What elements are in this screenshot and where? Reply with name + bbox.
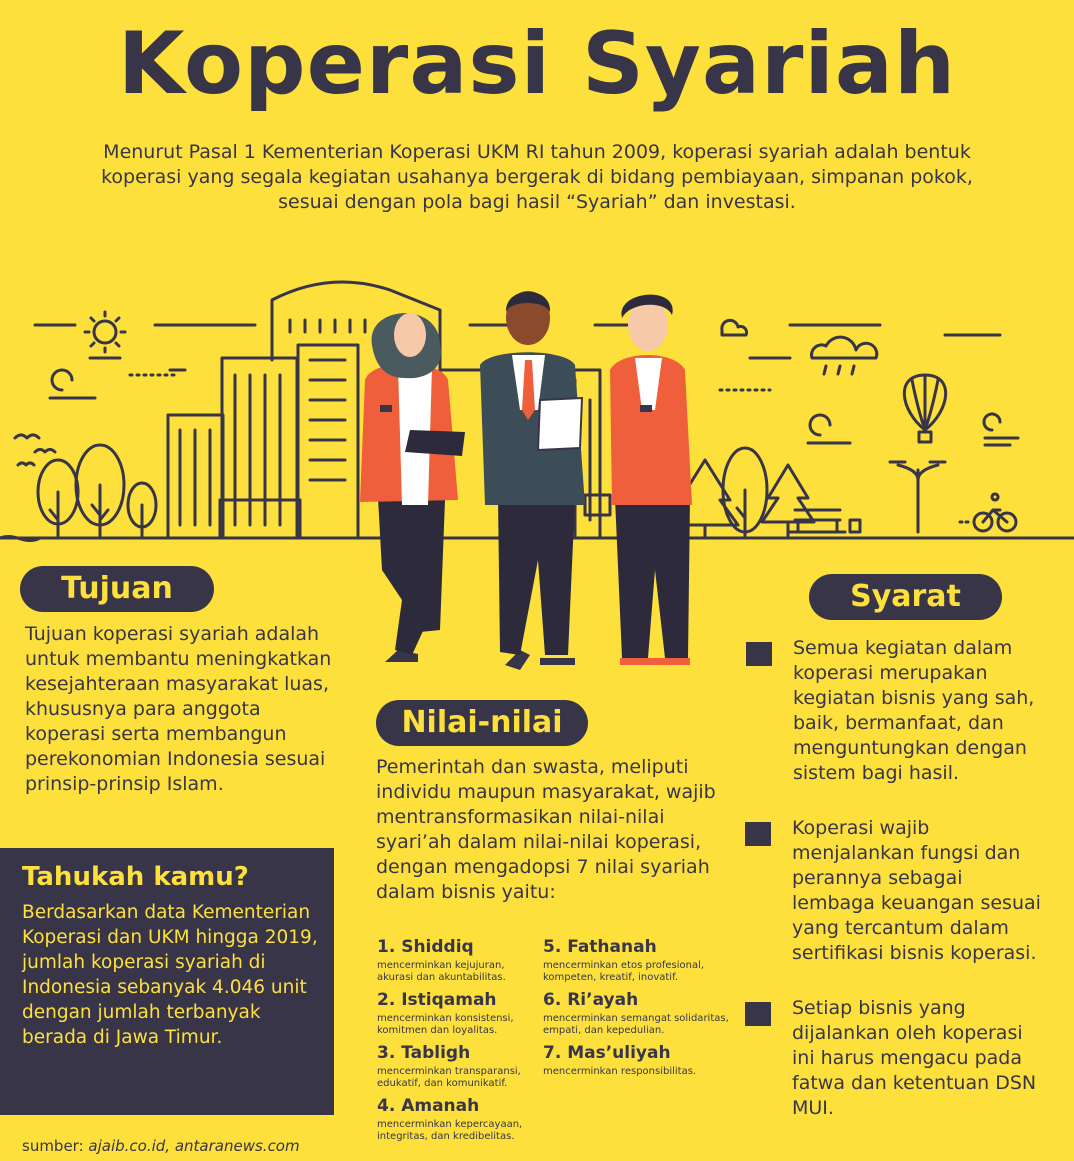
nilai-item-desc: mencerminkan kejujuran, akurasi dan akuntabilitas. xyxy=(377,960,506,983)
nilai-item-name: 2. Istiqamah xyxy=(377,990,497,1010)
bullet-square xyxy=(745,822,771,846)
source-sites: ajaib.co.id, antaranews.com xyxy=(88,1137,300,1155)
nilai-heading: Nilai-nilai xyxy=(376,700,588,746)
wind-icon xyxy=(50,370,95,398)
tree-icon xyxy=(672,448,814,538)
woman-hijab-figure xyxy=(360,313,465,662)
street-lamp-icon xyxy=(890,462,945,532)
nilai-item-desc: mencerminkan konsistensi, komitmen dan loyalitas. xyxy=(377,1013,514,1036)
nilai-item xyxy=(543,990,738,1037)
bicycle-icon xyxy=(960,494,1016,531)
nilai-item xyxy=(377,1096,542,1143)
page-title: Koperasi Syariah xyxy=(117,14,957,114)
tujuan-heading: Tujuan xyxy=(20,566,214,612)
young-man-figure xyxy=(610,295,692,665)
nilai-intro: Pemerintah dan swasta, meliputi individu maupun masyarakat, wajib mentransformasikan nilai-nilai syari’ah dalam nilai-nilai koperasi, dengan mengadopsi 7 nilai syariah dalam bisnis yaitu: xyxy=(376,756,716,903)
syarat-heading: Syarat xyxy=(809,574,1002,620)
nilai-item-desc: mencerminkan transparansi, edukatif, dan komunikatif. xyxy=(377,1066,521,1089)
syarat-item: Semua kegiatan dalam koperasi merupakan kegiatan bisnis yang sah, baik, bermanfaat, dan menguntungkan dengan sistem bagi hasil. xyxy=(793,637,1035,784)
wind-icon xyxy=(808,415,850,443)
tree-icon xyxy=(38,445,156,538)
nilai-item-name: 6. Ri’ayah xyxy=(543,990,639,1010)
rain-cloud-icon xyxy=(812,337,877,374)
nilai-item xyxy=(377,937,542,984)
source-label: sumber: xyxy=(22,1137,84,1155)
nilai-item-name: 3. Tabligh xyxy=(377,1043,471,1063)
nilai-item-desc: mencerminkan kepercayaan, integritas, dan kredibelitas. xyxy=(377,1119,523,1142)
bird-icon xyxy=(15,435,55,465)
syarat-item: Setiap bisnis yang dijalankan oleh koperasi ini harus mengacu pada fatwa dan ketentuan DSN MUI. xyxy=(792,997,1037,1119)
nilai-item-desc: mencerminkan semangat solidaritas, empati, dan kepedulian. xyxy=(543,1013,729,1036)
nilai-item xyxy=(377,1043,542,1090)
cloud-icon xyxy=(722,320,747,335)
bullet-square xyxy=(746,642,772,666)
nilai-item xyxy=(543,937,738,984)
nilai-item-name: 7. Mas’uliyah xyxy=(543,1043,671,1063)
bench-icon xyxy=(790,510,860,532)
nilai-item-name: 4. Amanah xyxy=(377,1096,480,1116)
nilai-item-desc: mencerminkan etos profesional, kompeten, kreatif, inovatif. xyxy=(543,960,705,983)
intro-paragraph: Menurut Pasal 1 Kementerian Koperasi UKM RI tahun 2009, koperasi syariah adalah bentuk koperasi yang segala kegiatan usahanya bergerak di bidang pembiayaan, simpanan pokok, sesuai dengan pola bagi hasil “Syariah” dan investasi. xyxy=(101,141,973,213)
nilai-item-name: 1. Shiddiq xyxy=(377,937,474,957)
source-line xyxy=(22,1137,300,1155)
sun-icon xyxy=(85,312,125,352)
nilai-item-name: 5. Fathanah xyxy=(543,937,657,957)
nilai-item xyxy=(377,990,542,1037)
hot-air-balloon-icon xyxy=(904,375,945,442)
bullet-square xyxy=(745,1002,771,1026)
wind-icon xyxy=(984,414,1018,438)
fact-heading: Tahukah kamu? xyxy=(22,862,249,892)
syarat-item: Koperasi wajib menjalankan fungsi dan perannya sebagai lembaga keuangan sesuai yang tercantum dalam sertifikasi bisnis koperasi. xyxy=(792,817,1041,964)
nilai-item-desc: mencerminkan responsibilitas. xyxy=(543,1066,697,1077)
nilai-item xyxy=(543,1043,738,1078)
tujuan-text: Tujuan koperasi syariah adalah untuk membantu meningkatkan kesejahteraan masyarakat luas, khususnya para anggota koperasi serta membangun perekonomian Indonesia sesuai prinsip-prinsip Islam. xyxy=(25,623,332,795)
man-suit-figure xyxy=(480,291,585,670)
fact-text: Berdasarkan data Kementerian Koperasi dan UKM hingga 2019, jumlah koperasi syariah di Indonesia sebanyak 4.046 unit dengan jumlah terbanyak berada di Jawa Timur. xyxy=(22,902,318,1048)
